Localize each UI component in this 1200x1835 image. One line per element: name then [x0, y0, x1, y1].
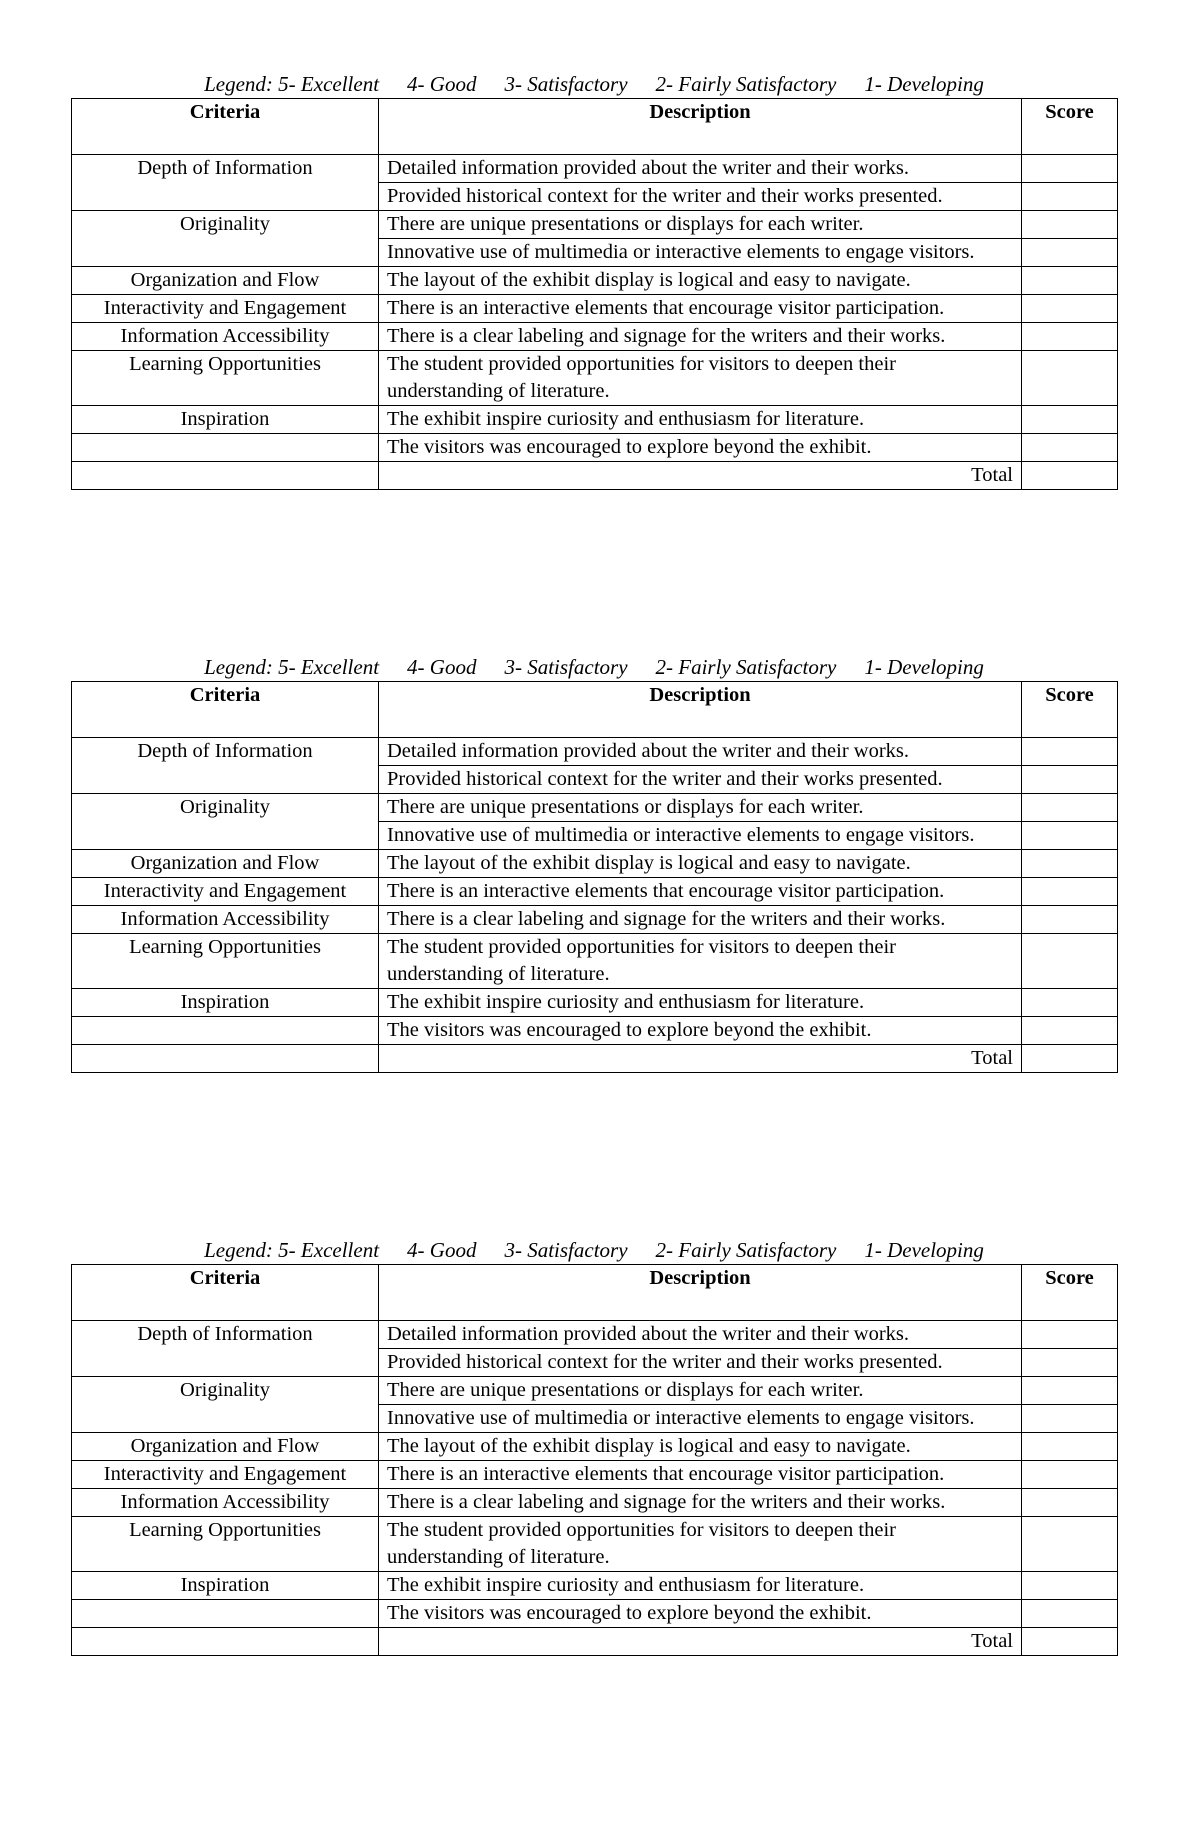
description-cell: Detailed information provided about the writer and their works. — [379, 1321, 1022, 1349]
score-cell[interactable] — [1022, 295, 1118, 323]
rubric-table — [71, 681, 1118, 1073]
description-cell: The layout of the exhibit display is logical and easy to navigate. — [379, 850, 1022, 878]
score-cell[interactable] — [1022, 434, 1118, 462]
score-cell[interactable] — [1022, 906, 1118, 934]
legend-satisfactory: 3- Satisfactory — [504, 1238, 628, 1262]
score-cell[interactable] — [1022, 738, 1118, 766]
criteria-cell — [72, 1017, 379, 1045]
criteria-cell: Information Accessibility — [72, 906, 379, 934]
criteria-cell: Depth of Information — [72, 738, 379, 794]
description-cell: The student provided opportunities for visitors to deepen their understanding of literature. — [379, 934, 1022, 989]
criteria-cell: Depth of Information — [72, 1321, 379, 1377]
score-cell[interactable] — [1022, 1517, 1118, 1572]
description-cell: There is a clear labeling and signage for the writers and their works. — [379, 323, 1022, 351]
total-score-cell[interactable] — [1022, 1628, 1118, 1656]
description-header: Description — [379, 682, 1022, 738]
criteria-cell: Originality — [72, 1377, 379, 1433]
criteria-cell: Interactivity and Engagement — [72, 295, 379, 323]
score-cell[interactable] — [1022, 766, 1118, 794]
score-cell[interactable] — [1022, 1377, 1118, 1405]
description-cell: There is an interactive elements that encourage visitor participation. — [379, 1461, 1022, 1489]
total-row — [72, 1628, 1118, 1656]
description-cell: The visitors was encouraged to explore beyond the exhibit. — [379, 434, 1022, 462]
score-cell[interactable] — [1022, 406, 1118, 434]
table-row — [72, 1017, 1118, 1045]
description-cell: Innovative use of multimedia or interactive elements to engage visitors. — [379, 1405, 1022, 1433]
criteria-cell: Interactivity and Engagement — [72, 878, 379, 906]
score-header: Score — [1022, 1265, 1118, 1321]
legend-developing: 1- Developing — [864, 655, 984, 679]
table-row — [72, 1600, 1118, 1628]
score-header: Score — [1022, 682, 1118, 738]
score-cell[interactable] — [1022, 1572, 1118, 1600]
description-cell: There is an interactive elements that encourage visitor participation. — [379, 295, 1022, 323]
table-row — [72, 434, 1118, 462]
total-row — [72, 1045, 1118, 1073]
criteria-cell: Originality — [72, 794, 379, 850]
legend-developing: 1- Developing — [864, 1238, 984, 1262]
legend — [71, 1236, 1117, 1264]
table-row — [72, 406, 1118, 434]
description-cell: The student provided opportunities for visitors to deepen their understanding of literature. — [379, 351, 1022, 406]
description-cell: Detailed information provided about the writer and their works. — [379, 155, 1022, 183]
total-score-cell[interactable] — [1022, 1045, 1118, 1073]
description-cell: There are unique presentations or displays for each writer. — [379, 211, 1022, 239]
score-cell[interactable] — [1022, 211, 1118, 239]
criteria-cell: Inspiration — [72, 1572, 379, 1600]
table-row — [72, 850, 1118, 878]
description-cell: There is a clear labeling and signage for the writers and their works. — [379, 906, 1022, 934]
score-cell[interactable] — [1022, 1405, 1118, 1433]
criteria-cell: Originality — [72, 211, 379, 267]
table-row — [72, 934, 1118, 989]
score-cell[interactable] — [1022, 155, 1118, 183]
description-header: Description — [379, 99, 1022, 155]
description-cell: The visitors was encouraged to explore beyond the exhibit. — [379, 1017, 1022, 1045]
header-row — [72, 1265, 1118, 1321]
criteria-cell: Learning Opportunities — [72, 934, 379, 989]
criteria-cell — [72, 462, 379, 490]
score-cell[interactable] — [1022, 267, 1118, 295]
table-row — [72, 906, 1118, 934]
score-cell[interactable] — [1022, 1600, 1118, 1628]
table-row — [72, 211, 1118, 239]
total-label: Total — [379, 1628, 1022, 1656]
score-cell[interactable] — [1022, 989, 1118, 1017]
rubric-table — [71, 98, 1118, 490]
score-cell[interactable] — [1022, 850, 1118, 878]
description-cell: The student provided opportunities for visitors to deepen their understanding of literature. — [379, 1517, 1022, 1572]
header-row — [72, 682, 1118, 738]
description-cell: The exhibit inspire curiosity and enthusiasm for literature. — [379, 406, 1022, 434]
rubric-2 — [71, 653, 1117, 1073]
table-row — [72, 1433, 1118, 1461]
legend-developing: 1- Developing — [864, 72, 984, 96]
legend-excellent: Legend: 5- Excellent — [204, 72, 380, 96]
table-row — [72, 351, 1118, 406]
criteria-header: Criteria — [72, 99, 379, 155]
legend-good: 4- Good — [407, 655, 477, 679]
criteria-cell — [72, 434, 379, 462]
description-cell: The visitors was encouraged to explore beyond the exhibit. — [379, 1600, 1022, 1628]
table-row — [72, 155, 1118, 183]
total-label: Total — [379, 462, 1022, 490]
score-cell[interactable] — [1022, 183, 1118, 211]
score-cell[interactable] — [1022, 1349, 1118, 1377]
score-cell[interactable] — [1022, 794, 1118, 822]
table-row — [72, 1461, 1118, 1489]
table-row — [72, 1572, 1118, 1600]
score-cell[interactable] — [1022, 239, 1118, 267]
total-label: Total — [379, 1045, 1022, 1073]
total-score-cell[interactable] — [1022, 462, 1118, 490]
legend-satisfactory: 3- Satisfactory — [504, 655, 628, 679]
table-row — [72, 323, 1118, 351]
description-cell: There are unique presentations or displays for each writer. — [379, 794, 1022, 822]
legend-fairly-satisfactory: 2- Fairly Satisfactory — [655, 655, 837, 679]
legend-satisfactory: 3- Satisfactory — [504, 72, 628, 96]
description-cell: Innovative use of multimedia or interactive elements to engage visitors. — [379, 239, 1022, 267]
criteria-cell: Organization and Flow — [72, 267, 379, 295]
rubric-1 — [71, 70, 1117, 490]
description-cell: There are unique presentations or displays for each writer. — [379, 1377, 1022, 1405]
description-header: Description — [379, 1265, 1022, 1321]
description-cell: There is a clear labeling and signage for the writers and their works. — [379, 1489, 1022, 1517]
criteria-cell: Organization and Flow — [72, 850, 379, 878]
description-cell: Innovative use of multimedia or interactive elements to engage visitors. — [379, 822, 1022, 850]
description-cell: Provided historical context for the writer and their works presented. — [379, 183, 1022, 211]
description-cell: There is an interactive elements that encourage visitor participation. — [379, 878, 1022, 906]
table-row — [72, 878, 1118, 906]
table-row — [72, 1321, 1118, 1349]
description-cell: The exhibit inspire curiosity and enthusiasm for literature. — [379, 1572, 1022, 1600]
rubric-table — [71, 1264, 1118, 1656]
table-row — [72, 1517, 1118, 1572]
criteria-cell: Interactivity and Engagement — [72, 1461, 379, 1489]
description-cell: The exhibit inspire curiosity and enthusiasm for literature. — [379, 989, 1022, 1017]
criteria-cell — [72, 1628, 379, 1656]
legend-excellent: Legend: 5- Excellent — [204, 655, 380, 679]
legend — [71, 70, 1117, 98]
score-cell[interactable] — [1022, 934, 1118, 989]
score-header: Score — [1022, 99, 1118, 155]
criteria-cell: Inspiration — [72, 406, 379, 434]
criteria-cell — [72, 1600, 379, 1628]
legend-excellent: Legend: 5- Excellent — [204, 1238, 380, 1262]
legend-fairly-satisfactory: 2- Fairly Satisfactory — [655, 72, 837, 96]
score-cell[interactable] — [1022, 878, 1118, 906]
criteria-cell: Organization and Flow — [72, 1433, 379, 1461]
criteria-cell: Information Accessibility — [72, 323, 379, 351]
score-cell[interactable] — [1022, 1433, 1118, 1461]
legend-good: 4- Good — [407, 1238, 477, 1262]
table-row — [72, 1377, 1118, 1405]
description-cell: The layout of the exhibit display is logical and easy to navigate. — [379, 267, 1022, 295]
table-row — [72, 267, 1118, 295]
description-cell: Provided historical context for the writer and their works presented. — [379, 1349, 1022, 1377]
score-cell[interactable] — [1022, 351, 1118, 406]
table-row — [72, 989, 1118, 1017]
criteria-cell: Learning Opportunities — [72, 1517, 379, 1572]
description-cell: Provided historical context for the writer and their works presented. — [379, 766, 1022, 794]
table-row — [72, 295, 1118, 323]
criteria-cell: Depth of Information — [72, 155, 379, 211]
criteria-cell: Learning Opportunities — [72, 351, 379, 406]
criteria-cell: Information Accessibility — [72, 1489, 379, 1517]
score-cell[interactable] — [1022, 1017, 1118, 1045]
criteria-header: Criteria — [72, 1265, 379, 1321]
score-cell[interactable] — [1022, 1489, 1118, 1517]
header-row — [72, 99, 1118, 155]
table-row — [72, 738, 1118, 766]
total-row — [72, 462, 1118, 490]
description-cell: Detailed information provided about the writer and their works. — [379, 738, 1022, 766]
criteria-cell — [72, 1045, 379, 1073]
score-cell[interactable] — [1022, 323, 1118, 351]
legend — [71, 653, 1117, 681]
table-row — [72, 1489, 1118, 1517]
score-cell[interactable] — [1022, 1461, 1118, 1489]
score-cell[interactable] — [1022, 1321, 1118, 1349]
criteria-header: Criteria — [72, 682, 379, 738]
table-row — [72, 794, 1118, 822]
rubric-3 — [71, 1236, 1117, 1656]
description-cell: The layout of the exhibit display is logical and easy to navigate. — [379, 1433, 1022, 1461]
criteria-cell: Inspiration — [72, 989, 379, 1017]
score-cell[interactable] — [1022, 822, 1118, 850]
legend-fairly-satisfactory: 2- Fairly Satisfactory — [655, 1238, 837, 1262]
legend-good: 4- Good — [407, 72, 477, 96]
